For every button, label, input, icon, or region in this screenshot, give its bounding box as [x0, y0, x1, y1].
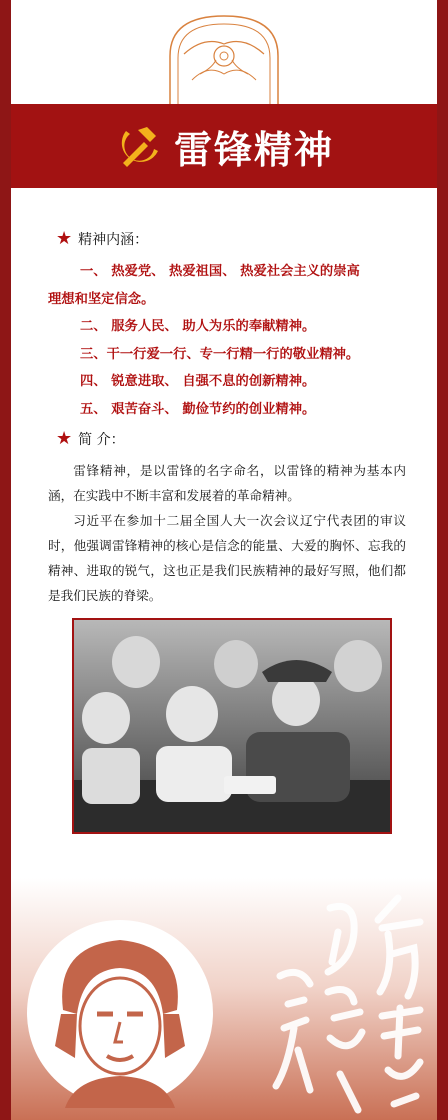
- intro-heading: [56, 428, 125, 449]
- star-icon: ★: [56, 228, 73, 249]
- page-title: 雷锋精神: [173, 127, 334, 172]
- left-border: [0, 0, 11, 1120]
- calligraphy-decoration: [258, 880, 436, 1120]
- essence-heading: [56, 228, 148, 249]
- list-item: 五、 艰苦奋斗、 勤俭节约的创业精神。: [80, 401, 316, 417]
- essence-heading-text: 精神内涵：: [78, 231, 149, 248]
- lei-feng-portrait: [25, 918, 215, 1108]
- intro-paragraph: 雷锋精神，是以雷锋的名字命名，以雷锋的精神为基本内涵，在实践中不断丰富和发展着的革命精神。: [48, 463, 406, 503]
- list-item: 一、 热爱党、 热爱祖国、 热爱社会主义的崇高: [80, 264, 360, 279]
- title-banner: [11, 104, 437, 188]
- right-border: [437, 0, 448, 1120]
- intro-text: [48, 458, 406, 608]
- list-item: 四、 锐意进取、 自强不息的创新精神。: [80, 374, 316, 389]
- historical-photo: [72, 618, 392, 834]
- list-item: 二、 服务人民、 助人为乐的奉献精神。: [80, 319, 316, 334]
- list-item: 三、干一行爱一行、专一行精一行的敬业精神。: [80, 346, 360, 362]
- arch-ornament: [164, 10, 284, 106]
- photo-illustration: [74, 620, 390, 832]
- list-item-continued: 理想和坚定信念。: [48, 291, 155, 307]
- essence-list: [48, 258, 418, 423]
- intro-paragraph: 习近平在参加十二届全国人大一次会议辽宁代表团的审议时，他强调雷锋精神的核心是信念的能量、大爱的胸怀、忘我的精神、进取的锐气，这也正是我们民族精神的最好写照，他们都是我们民族的脊梁。: [48, 513, 406, 603]
- hammer-and-sickle-icon: [114, 121, 164, 171]
- intro-heading-text: 简 介：: [78, 431, 125, 448]
- star-icon: ★: [56, 428, 73, 449]
